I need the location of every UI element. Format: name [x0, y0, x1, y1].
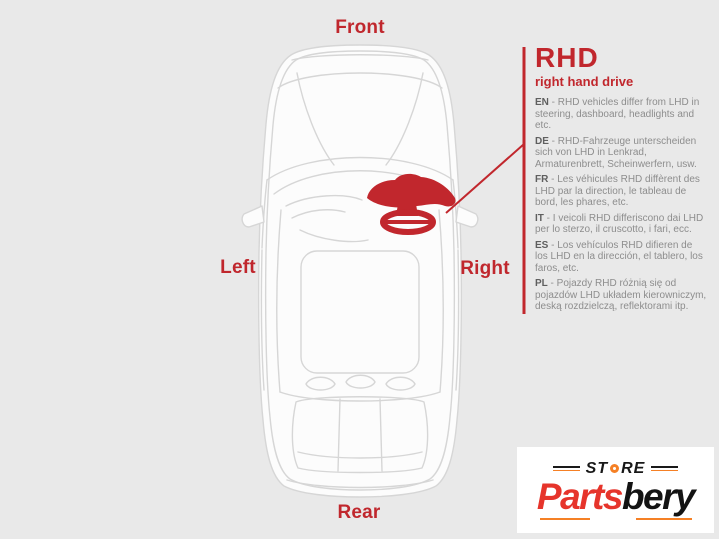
rear-label: Rear — [337, 502, 381, 523]
annotation-entry-fr: FR - Les véhicules RHD diffèrent des LHD par la direction, le tableau de bord, les phares, etc. — [535, 174, 700, 208]
store-prefix: ST — [585, 459, 609, 477]
logo-brand-text — [536, 475, 695, 517]
annotation-entry-it: IT - I veicoli RHD differiscono dai LHD per lo sterzo, il cruscotto, i fari, ecc. — [535, 212, 704, 235]
annotation-entry-pl: PL - Pojazdy RHD różnią się od pojazdów LHD układem kierowniczym, deską rozdzielczą, reflektorami itp. — [535, 278, 707, 312]
store-suffix: RE — [621, 459, 646, 477]
left-label: Left — [220, 257, 256, 278]
annotation-entries — [535, 97, 707, 313]
annotation-entry-es: ES - Los vehículos RHD difieren de los LHD en la dirección, el tablero, los faros, etc. — [535, 239, 703, 274]
logo-underlines — [540, 518, 692, 520]
annotation-title: RHD — [535, 42, 599, 73]
brand-first: Parts — [536, 475, 622, 517]
annotation-subtitle: right hand drive — [535, 74, 634, 89]
partsbery-logo — [517, 447, 714, 533]
annotation-entry-en: EN - RHD vehicles differ from LHD in steering, dashboard, headlights and etc. — [535, 97, 700, 131]
rhd-annotation — [535, 44, 707, 317]
store-o-ring-icon — [610, 464, 619, 473]
brand-second: bery — [621, 475, 695, 517]
front-label: Front — [335, 17, 385, 38]
logo-left-lines — [553, 466, 580, 471]
right-label: Right — [460, 258, 510, 279]
logo-right-lines — [651, 466, 678, 471]
annotation-entry-de: DE - RHD-Fahrzeuge unterscheiden sich von LHD in Lenkrad, Armaturenbrett, Scheinwerfern, usw. — [535, 135, 697, 170]
